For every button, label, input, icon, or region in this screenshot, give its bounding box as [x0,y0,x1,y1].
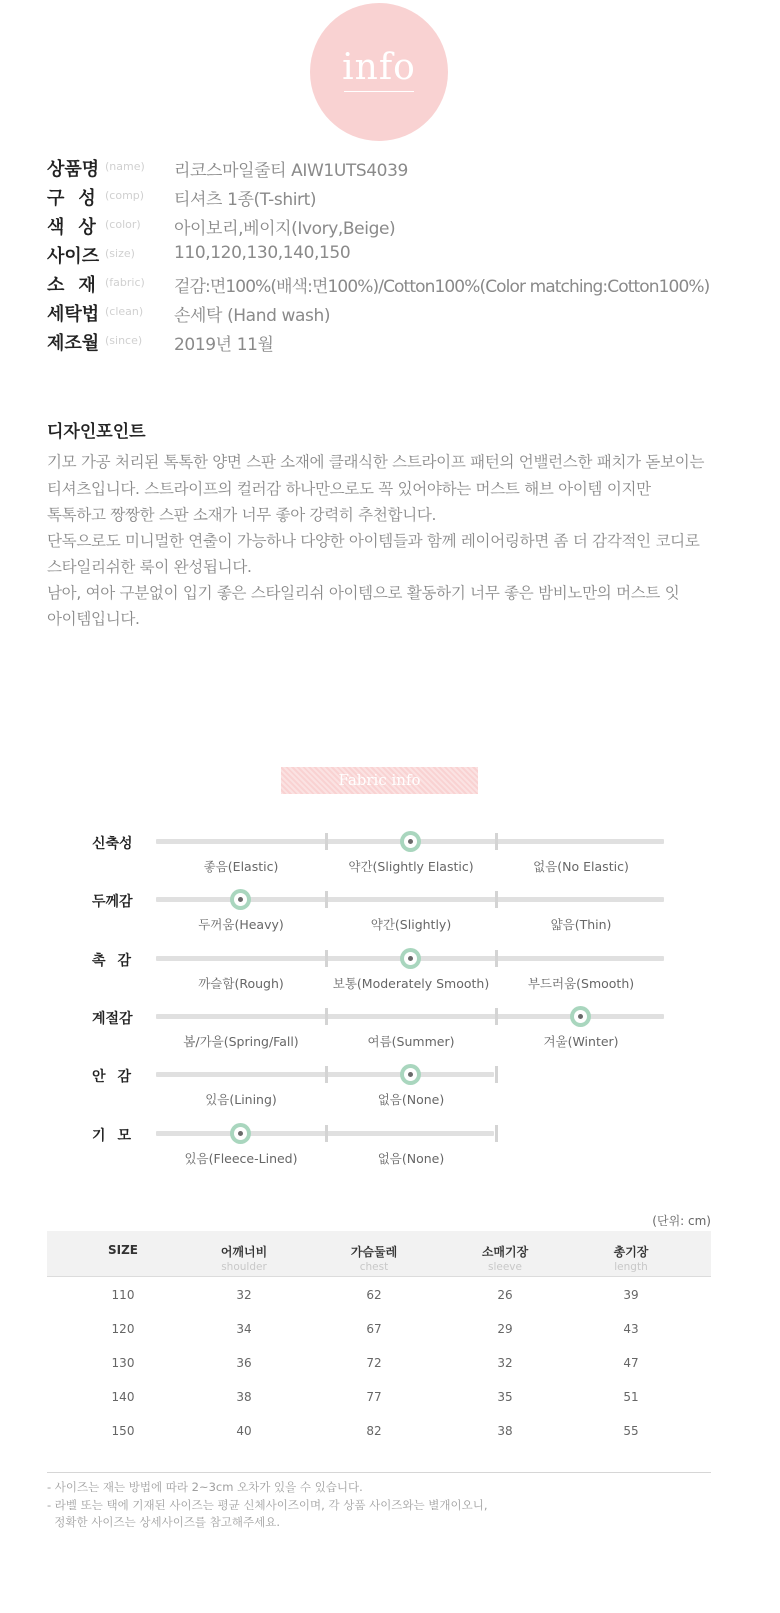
fabric-attribute-label: 안감 [92,1069,144,1085]
size-table-cell: 140 [111,1390,135,1404]
size-header-cell [440,1243,570,1273]
fabric-option-label: 좋음(Elastic) [203,859,279,874]
info-title-underline [344,91,414,92]
size-note: 정확한 사이즈는 상세사이즈를 참고해주세요. [47,1515,281,1529]
fabric-selected-marker [400,948,421,969]
fabric-option-label: 얇음(Thin) [550,917,612,932]
fabric-selected-marker [400,831,421,852]
spec-sublabel: (size) [105,247,135,260]
fabric-option-label: 약간(Slightly Elastic) [348,859,474,874]
size-header-label: 어깨너비 [220,1245,268,1259]
fabric-scale-divider [325,891,328,908]
size-table-cell: 77 [366,1390,382,1404]
size-table-cell: 38 [236,1390,252,1404]
size-table-cell: 38 [497,1424,513,1438]
size-table-cell: 82 [366,1424,382,1438]
fabric-info-title: Fabric info [338,771,421,789]
spec-value: 110,120,130,140,150 [174,243,351,263]
size-unit-label: (단위: cm) [652,1214,711,1228]
size-table-cell: 32 [497,1356,513,1370]
spec-row-name [47,155,767,179]
fabric-attribute-label: 기모 [92,1128,144,1144]
size-header-cell [58,1243,188,1258]
size-header-label: 소매기장 [481,1245,529,1259]
spec-label: 색상 [47,217,110,238]
size-table-cell: 40 [236,1424,252,1438]
spec-value: 2019년 11월 [174,335,274,355]
fabric-scale-divider [495,1066,498,1083]
spec-sublabel: (since) [105,334,143,347]
fabric-scale-divider [495,833,498,850]
fabric-attribute-row [92,1125,692,1175]
fabric-attribute-row [92,891,692,941]
spec-value: 리코스마일줄티 AIW1UTS4039 [174,161,408,181]
fabric-scale-divider [495,950,498,967]
design-point-line: 아이템입니다. [47,610,140,628]
spec-label: 구성 [47,188,110,209]
fabric-option-label: 약간(Slightly) [370,917,452,932]
spec-label: 사이즈 [47,246,100,267]
fabric-attribute-label: 계절감 [92,1011,133,1027]
design-point-title: 디자인포인트 [47,422,146,442]
fabric-option-label: 보통(Moderately Smooth) [332,976,490,991]
size-note: - 사이즈는 재는 방법에 따라 2~3cm 오차가 있을 수 있습니다. [47,1480,363,1494]
spec-row-since [47,329,767,353]
spec-sublabel: (name) [105,160,145,173]
size-table-cell: 29 [497,1322,513,1336]
spec-row-fabric [47,271,767,295]
fabric-scale-divider [495,891,498,908]
fabric-scale-divider [325,950,328,967]
spec-sublabel: (comp) [105,189,145,202]
size-header-label: SIZE [107,1243,138,1257]
size-header-sublabel: shoulder [221,1261,267,1273]
info-title: info [342,47,416,88]
spec-value: 겉감:면100%(배색:면100%)/Cotton100%(Color matching:Cotton100%) [174,277,710,297]
fabric-attribute-label: 촉감 [92,953,144,969]
spec-label: 제조월 [47,333,100,354]
size-table-cell: 34 [236,1322,252,1336]
design-point-line: 기모 가공 처리된 톡톡한 양면 스판 소재에 클래식한 스트라이프 패턴의 언밸런스한 패치가 돋보이는 [47,453,705,471]
size-table-row [47,1413,711,1447]
spec-label: 세탁법 [47,304,100,325]
size-table-cell: 43 [623,1322,639,1336]
fabric-attribute-row [92,1066,692,1116]
fabric-scale-divider [495,1125,498,1142]
fabric-scale-divider [325,1008,328,1025]
fabric-attribute-row [92,950,692,1000]
fabric-option-label: 겨울(Winter) [543,1034,619,1049]
fabric-option-label: 없음(None) [377,1092,445,1107]
size-table-cell: 110 [111,1288,135,1302]
size-header-cell [566,1243,696,1273]
size-table-cell: 51 [623,1390,639,1404]
spec-value: 손세탁 (Hand wash) [174,306,331,326]
fabric-option-label: 없음(None) [377,1151,445,1166]
fabric-option-label: 까슬함(Rough) [198,976,284,991]
fabric-selected-marker [230,889,251,910]
size-header-sublabel: length [614,1261,648,1273]
design-point-line: 톡톡하고 짱짱한 스판 소재가 너무 좋아 강력히 추천합니다. [47,506,437,524]
fabric-attribute-label: 신축성 [92,836,133,852]
fabric-scale-divider [325,833,328,850]
fabric-info-banner [281,767,478,794]
size-table-cell: 130 [111,1356,135,1370]
info-badge [310,3,448,141]
size-table-cell: 47 [623,1356,639,1370]
fabric-selected-marker [400,1064,421,1085]
fabric-selected-marker [230,1123,251,1144]
design-point-line: 스타일리쉬한 룩이 완성됩니다. [47,558,252,576]
size-table [47,1231,711,1447]
fabric-option-label: 두꺼움(Heavy) [198,917,284,932]
design-point-line: 남아, 여아 구분없이 입기 좋은 스타일리쉬 아이템으로 활동하기 너무 좋은 밤비노만의 머스트 잇 [47,584,680,602]
size-table-cell: 67 [366,1322,382,1336]
fabric-option-label: 봄/가을(Spring/Fall) [183,1034,299,1049]
size-table-cell: 39 [623,1288,639,1302]
spec-sublabel: (color) [105,218,141,231]
size-table-cell: 35 [497,1390,513,1404]
spec-label: 소재 [47,275,110,296]
size-table-cell: 55 [623,1424,639,1438]
design-point-line: 단독으로도 미니멀한 연출이 가능하나 다양한 아이템들과 함께 레이어링하면 좀 더 감각적인 코디로 [47,532,700,550]
spec-row-size [47,242,767,266]
fabric-option-label: 부드러움(Smooth) [527,976,635,991]
size-table-row [47,1345,711,1379]
size-table-cell: 26 [497,1288,513,1302]
fabric-attribute-row [92,833,692,883]
size-table-cell: 36 [236,1356,252,1370]
size-note: - 라벨 또는 택에 기재된 사이즈는 평균 신체사이즈이며, 각 상품 사이즈와는 별개이오니, [47,1498,488,1512]
size-header-label: 가슴둘레 [350,1245,398,1259]
fabric-scale-divider [325,1125,328,1142]
fabric-option-label: 있음(Fleece-Lined) [184,1151,298,1166]
fabric-option-label: 없음(No Elastic) [533,859,629,874]
fabric-selected-marker [570,1006,591,1027]
notes-divider [47,1472,711,1473]
spec-value: 아이보리,베이지(Ivory,Beige) [174,219,396,239]
size-table-cell: 62 [366,1288,382,1302]
fabric-scale-divider [495,1008,498,1025]
spec-sublabel: (clean) [105,305,144,318]
spec-sublabel: (fabric) [105,276,145,289]
design-point-line: 티셔츠입니다. 스트라이프의 컬러감 하나만으로도 꼭 있어야하는 머스트 해브 아이템 이지만 [47,480,651,498]
fabric-attribute-row [92,1008,692,1058]
size-table-row [47,1379,711,1413]
size-header-sublabel: sleeve [488,1261,522,1273]
size-table-header [47,1231,711,1277]
size-table-body [47,1277,711,1447]
size-header-cell [309,1243,439,1273]
spec-value: 티셔츠 1종(T-shirt) [174,190,317,210]
size-table-cell: 72 [366,1356,382,1370]
fabric-option-label: 여름(Summer) [367,1034,455,1049]
spec-row-clean [47,300,767,324]
fabric-scale-divider [325,1066,328,1083]
size-header-label: 총기장 [613,1245,649,1259]
size-table-cell: 32 [236,1288,252,1302]
spec-label: 상품명 [47,159,100,180]
size-table-cell: 150 [111,1424,135,1438]
size-header-cell [179,1243,309,1273]
size-table-row [47,1311,711,1345]
size-header-sublabel: chest [359,1261,389,1273]
spec-row-color [47,213,767,237]
fabric-attribute-label: 두께감 [92,894,133,910]
fabric-option-label: 있음(Lining) [205,1092,277,1107]
size-table-cell: 120 [111,1322,135,1336]
size-table-row [47,1277,711,1311]
spec-row-comp [47,184,767,208]
